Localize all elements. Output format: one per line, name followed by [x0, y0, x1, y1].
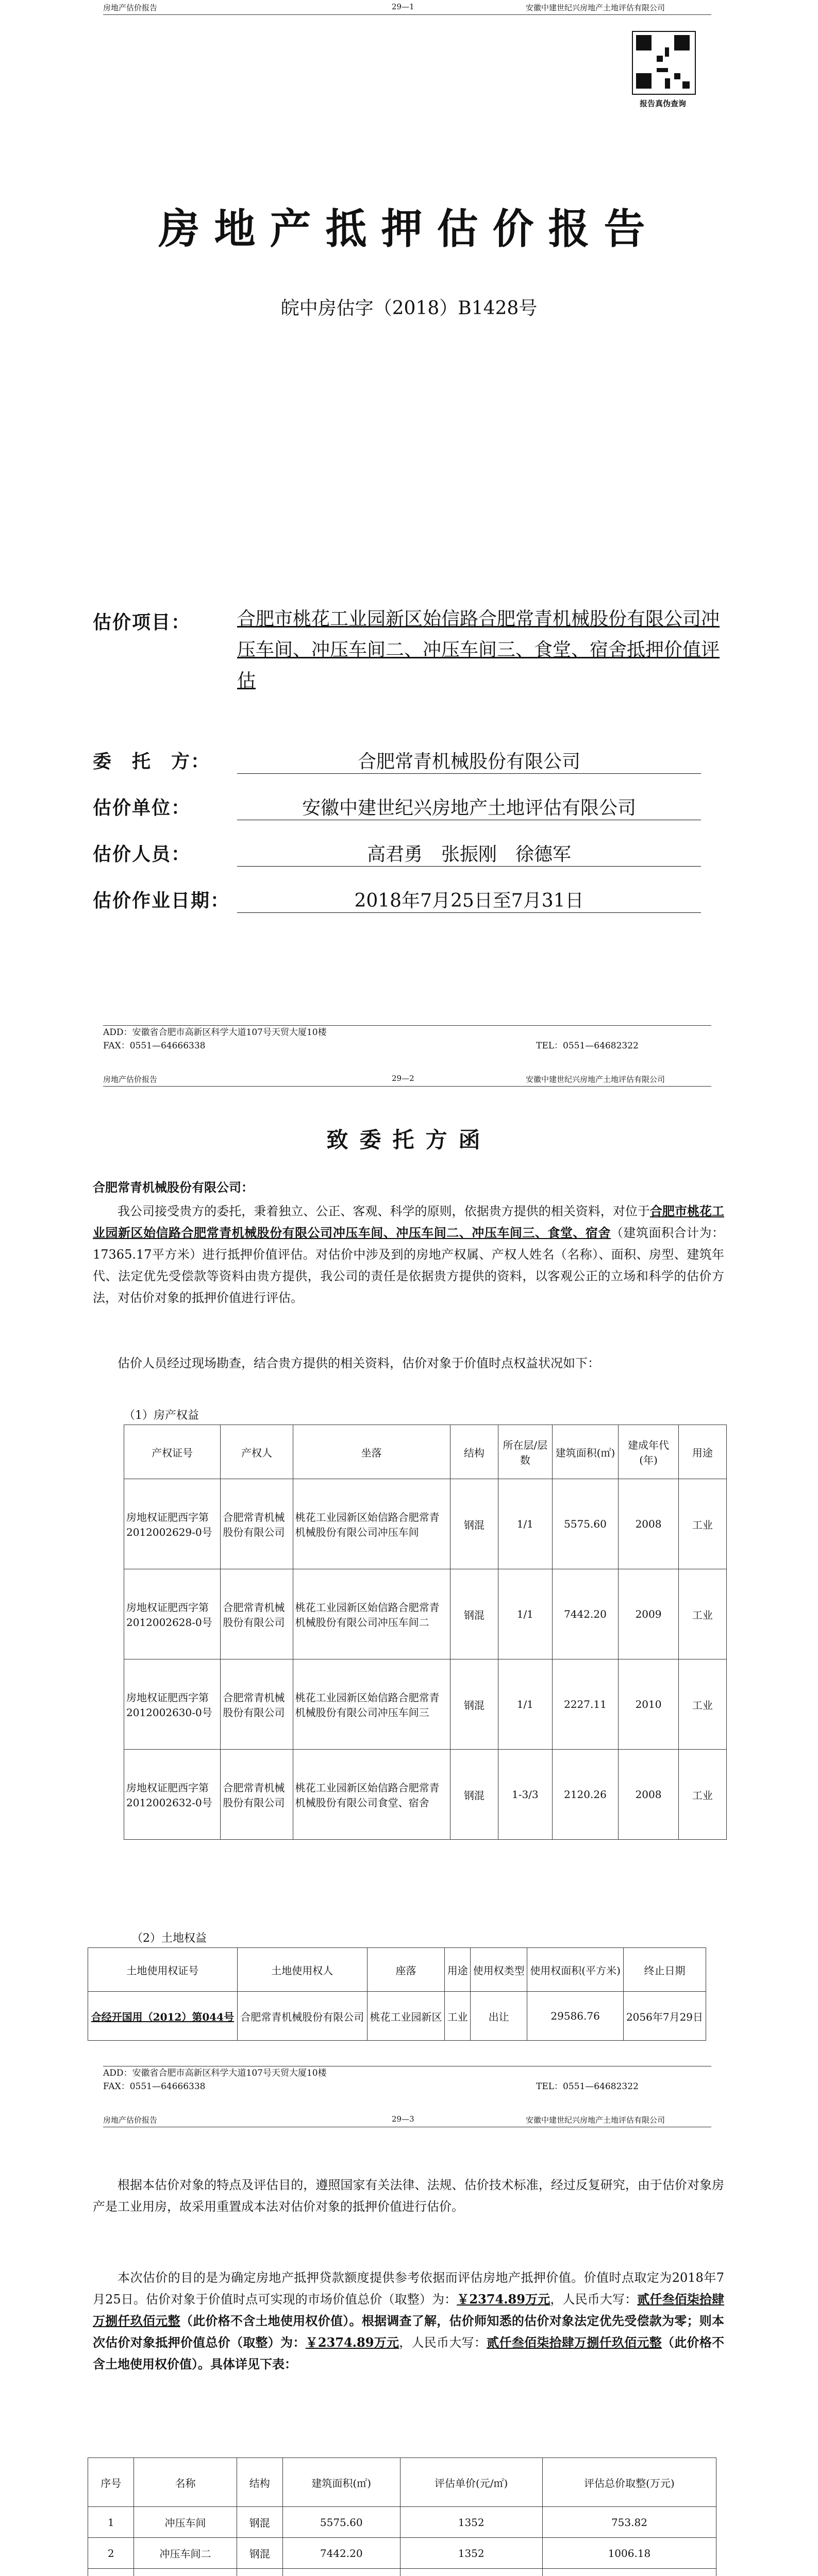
table-cell — [88, 2569, 134, 2576]
text: 我公司接受贵方的委托，秉着独立、公正、客观、科学的原则，依据贵方提供的相关资料，对位于 — [118, 1204, 650, 1218]
letter-paragraph-1 — [93, 1200, 724, 1309]
table-cell: 2008 — [619, 1479, 679, 1569]
property-rights-table — [124, 1425, 727, 1840]
column-header: 土地使用权证号 — [88, 1948, 238, 1992]
table-cell: 2010 — [619, 1659, 679, 1750]
table-row — [88, 2569, 716, 2576]
column-header: 产权证号 — [124, 1425, 221, 1479]
cover-title: 房地产抵押估价报告 — [158, 205, 660, 253]
text: （此价格不含土地使用权价值）。具体详见下表： — [93, 2335, 725, 2371]
mortgage-value-cn: 贰仟叁佰柒拾肆万捌仟玖佰元整 — [487, 2335, 662, 2350]
table-cell — [134, 2569, 237, 2576]
table-cell: 5575.60 — [552, 1479, 618, 1569]
table-cell: 桃花工业园新区始信路合肥常青机械股份有限公司冲压车间二 — [293, 1569, 450, 1659]
column-header: 建筑面积(㎡) — [282, 2458, 400, 2507]
table-cell: 出让 — [470, 1992, 527, 2041]
footer-address: ADD：安徽省合肥市高新区科学大道107号天贸大厦10楼 — [103, 2068, 327, 2078]
table-cell: 2227.11 — [552, 1659, 618, 1750]
table-cell: 钢混 — [450, 1479, 498, 1569]
table-cell: 1 — [88, 2507, 134, 2538]
column-header: 终止日期 — [624, 1948, 706, 1992]
letter-paragraph-2: 估价人员经过现场勘查，结合贵方提供的相关资料，估价对象于价值时点权益状况如下： — [118, 1356, 600, 1370]
table-cell: 冲压车间 — [134, 2507, 237, 2538]
table-row — [124, 1479, 727, 1569]
table-cell: 1-3/3 — [498, 1750, 552, 1840]
cover-value: 合肥市桃花工业园新区始信路合肥常青机械股份有限公司冲压车间、冲压车间二、冲压车间三、食堂、宿舍抵押价值评估 — [237, 608, 720, 691]
footer-fax: FAX：0551—64666338 — [103, 2081, 206, 2092]
page-header — [103, 1072, 711, 1087]
property-location: 合肥市桃花工业园新区始信路合肥常青机械股份有限公司冲压车间、冲压车间二、冲压车间三、食堂、宿舍 — [93, 1204, 725, 1240]
table-cell: 房地权证肥西字第2012002628-0号 — [124, 1569, 221, 1659]
header-left: 房地产估价报告 — [103, 1075, 158, 1084]
table-cell: 7442.20 — [552, 1569, 618, 1659]
cover-value: 高君勇 张振刚 徐德军 — [237, 840, 701, 867]
table-row — [124, 1569, 727, 1659]
column-header: 评估总价取整(万元) — [542, 2458, 716, 2507]
footer-contact-row — [103, 2080, 711, 2093]
column-header: 使用权面积(平方米) — [527, 1948, 624, 1992]
text: 本次估价的目的是为确定房地产抵押贷款额度提供参考依据而评估房地产抵押价值。价值时点取定为2018年7月25日。估价对象于价值时点可实现的市场价值总价（取整）为： — [93, 2270, 724, 2307]
table-cell: 合经开国用（2012）第044号 — [88, 1992, 238, 2041]
cover-doc-number: 皖中房估字（2018）B1428号 — [280, 298, 538, 319]
land-rights-table — [88, 1947, 706, 2041]
table-cell: 房地权证肥西字第2012002632-0号 — [124, 1750, 221, 1840]
column-header: 序号 — [88, 2458, 134, 2507]
table-cell: 钢混 — [237, 2507, 282, 2538]
cover-label: 估价项目： — [93, 612, 191, 633]
table-cell: 工业 — [678, 1659, 726, 1750]
qr-code[interactable] — [632, 31, 696, 95]
text: ，人民币大写： — [550, 2292, 638, 2307]
header-right: 安徽中建世纪兴房地产土地评估有限公司 — [526, 1075, 665, 1084]
column-header: 使用权类型 — [470, 1948, 527, 1992]
mortgage-value-amount: ￥2374.89万元 — [305, 2335, 399, 2350]
column-header: 产权人 — [221, 1425, 293, 1479]
table-cell: 钢混 — [450, 1750, 498, 1840]
page-header — [103, 0, 711, 15]
table-cell: 冲压车间二 — [134, 2538, 237, 2569]
table-cell: 2 — [88, 2538, 134, 2569]
letter-title: 致委托方函 — [326, 1127, 492, 1153]
text: （此价格不含土地使用权价值）。根据调查了解，估价师知悉的估价对象法定优先受偿款为零；则本次估价对象抵押价值总价（取整）为： — [93, 2313, 725, 2350]
table-cell: 合肥常青机械股份有限公司 — [221, 1569, 293, 1659]
table-cell: 钢混 — [450, 1659, 498, 1750]
table-cell: 合肥常青机械股份有限公司 — [237, 1992, 367, 2041]
table-cell: 桃花工业园新区 — [367, 1992, 445, 2041]
table-cell: 1352 — [400, 2538, 542, 2569]
table-cell: 2056年7月29日 — [624, 1992, 706, 2041]
column-header: 结构 — [237, 2458, 282, 2507]
table-cell: 2120.26 — [552, 1750, 618, 1840]
column-header: 用途 — [445, 1948, 471, 1992]
table-row — [88, 2507, 716, 2538]
table-cell: 2009 — [619, 1569, 679, 1659]
table-cell: 1006.18 — [542, 2538, 716, 2569]
footer-address: ADD：安徽省合肥市高新区科学大道107号天贸大厦10楼 — [103, 1027, 327, 1038]
header-page-no: 29—3 — [392, 2114, 414, 2124]
table-cell: 合肥常青机械股份有限公司 — [221, 1479, 293, 1569]
page3-paragraph-2 — [93, 2267, 724, 2375]
letter-salutation: 合肥常青机械股份有限公司： — [93, 1180, 254, 1195]
table-cell: 5575.60 — [282, 2507, 400, 2538]
footer-tel: TEL：0551—64682322 — [536, 2081, 639, 2092]
cover-label: 估价人员： — [93, 843, 191, 865]
column-header: 评估单价(元/㎡) — [400, 2458, 542, 2507]
table-cell: 2008 — [619, 1750, 679, 1840]
column-header: 结构 — [450, 1425, 498, 1479]
column-header: 所在层/层数 — [498, 1425, 552, 1479]
footer-tel: TEL：0551—64682322 — [536, 1041, 639, 1051]
table-2-caption: （2）土地权益 — [131, 1932, 207, 1945]
table-cell: 工业 — [678, 1479, 726, 1569]
footer-contact-row — [103, 1039, 711, 1053]
cover-value: 安徽中建世纪兴房地产土地评估有限公司 — [237, 793, 701, 820]
header-right: 安徽中建世纪兴房地产土地评估有限公司 — [526, 2115, 665, 2125]
header-left: 房地产估价报告 — [103, 2115, 158, 2125]
column-header: 用途 — [678, 1425, 726, 1479]
header-page-no: 29—1 — [392, 2, 414, 11]
header-left: 房地产估价报告 — [103, 3, 158, 12]
page3-paragraph-1: 根据本估价对象的特点及评估目的，遵照国家有关法律、法规、估价技术标准，经过反复研究，由于估价对象房产是工业用房，故采用重置成本法对估价对象的抵押价值进行估价。 — [93, 2178, 724, 2214]
cover-label: 委 托 方： — [93, 751, 211, 772]
table-cell: 753.82 — [542, 2507, 716, 2538]
table-row — [124, 1750, 727, 1840]
table-cell: 工业 — [445, 1992, 471, 2041]
table-cell — [400, 2569, 542, 2576]
table-cell: 工业 — [678, 1750, 726, 1840]
table-cell — [542, 2569, 716, 2576]
table-cell: 桃花工业园新区始信路合肥常青机械股份有限公司冲压车间三 — [293, 1659, 450, 1750]
table-cell — [282, 2569, 400, 2576]
table-cell: 钢混 — [450, 1569, 498, 1659]
column-header: 名称 — [134, 2458, 237, 2507]
table-cell: 房地权证肥西字第2012002630-0号 — [124, 1659, 221, 1750]
column-header: 建成年代(年) — [619, 1425, 679, 1479]
table-cell: 合肥常青机械股份有限公司 — [221, 1750, 293, 1840]
valuation-summary-table — [88, 2458, 716, 2576]
table-cell — [237, 2569, 282, 2576]
column-header: 土地使用权人 — [237, 1948, 367, 1992]
table-cell: 桃花工业园新区始信路合肥常青机械股份有限公司冲压车间 — [293, 1479, 450, 1569]
table-row — [88, 1992, 706, 2041]
column-header: 坐落 — [293, 1425, 450, 1479]
table-cell: 工业 — [678, 1569, 726, 1659]
table-cell: 29586.76 — [527, 1992, 624, 2041]
cover-value: 2018年7月25日至7月31日 — [237, 886, 701, 913]
table-row — [124, 1659, 727, 1750]
table-cell: 7442.20 — [282, 2538, 400, 2569]
table-1-caption: （1）房产权益 — [124, 1409, 199, 1422]
table-cell: 合肥常青机械股份有限公司 — [221, 1659, 293, 1750]
text: ，人民币大写： — [399, 2335, 487, 2350]
header-page-no: 29—2 — [392, 1074, 414, 1083]
table-cell: 1/1 — [498, 1659, 552, 1750]
page-header — [103, 2112, 711, 2127]
table-cell: 1/1 — [498, 1479, 552, 1569]
footer-fax: FAX：0551—64666338 — [103, 1041, 206, 1051]
table-cell: 1/1 — [498, 1569, 552, 1659]
table-cell: 钢混 — [237, 2538, 282, 2569]
text: （建筑面积合计为：17365.17平方米）进行抵押价值评估。对估价中涉及到的房地产权属、产权人姓名（名称）、面积、房型、建筑年代、法定优先受偿款等资料由贵方提供，我公司的责任是依据贵方提供的资料，以客观公正的立场和科学的估价方法，对估价对象的抵押价值进行评估。 — [93, 1226, 725, 1305]
qr-caption: 报告真伪查询 — [639, 99, 686, 108]
cover-value: 合肥常青机械股份有限公司 — [237, 747, 701, 774]
header-right: 安徽中建世纪兴房地产土地评估有限公司 — [526, 3, 665, 12]
market-value-amount: ￥2374.89万元 — [457, 2292, 550, 2307]
cover-label: 估价单位： — [93, 797, 191, 819]
table-cell: 1352 — [400, 2507, 542, 2538]
table-row — [88, 2538, 716, 2569]
cover-label: 估价作业日期： — [93, 890, 230, 911]
page-footer — [103, 2066, 711, 2093]
table-cell: 桃花工业园新区始信路合肥常青机械股份有限公司食堂、宿舍 — [293, 1750, 450, 1840]
column-header: 建筑面积(㎡) — [552, 1425, 618, 1479]
table-cell: 房地权证肥西字第2012002629-0号 — [124, 1479, 221, 1569]
column-header: 座落 — [367, 1948, 445, 1992]
market-value-cn: 贰仟叁佰柒拾肆万捌仟玖佰元整 — [93, 2292, 725, 2328]
page-footer — [103, 1025, 711, 1053]
